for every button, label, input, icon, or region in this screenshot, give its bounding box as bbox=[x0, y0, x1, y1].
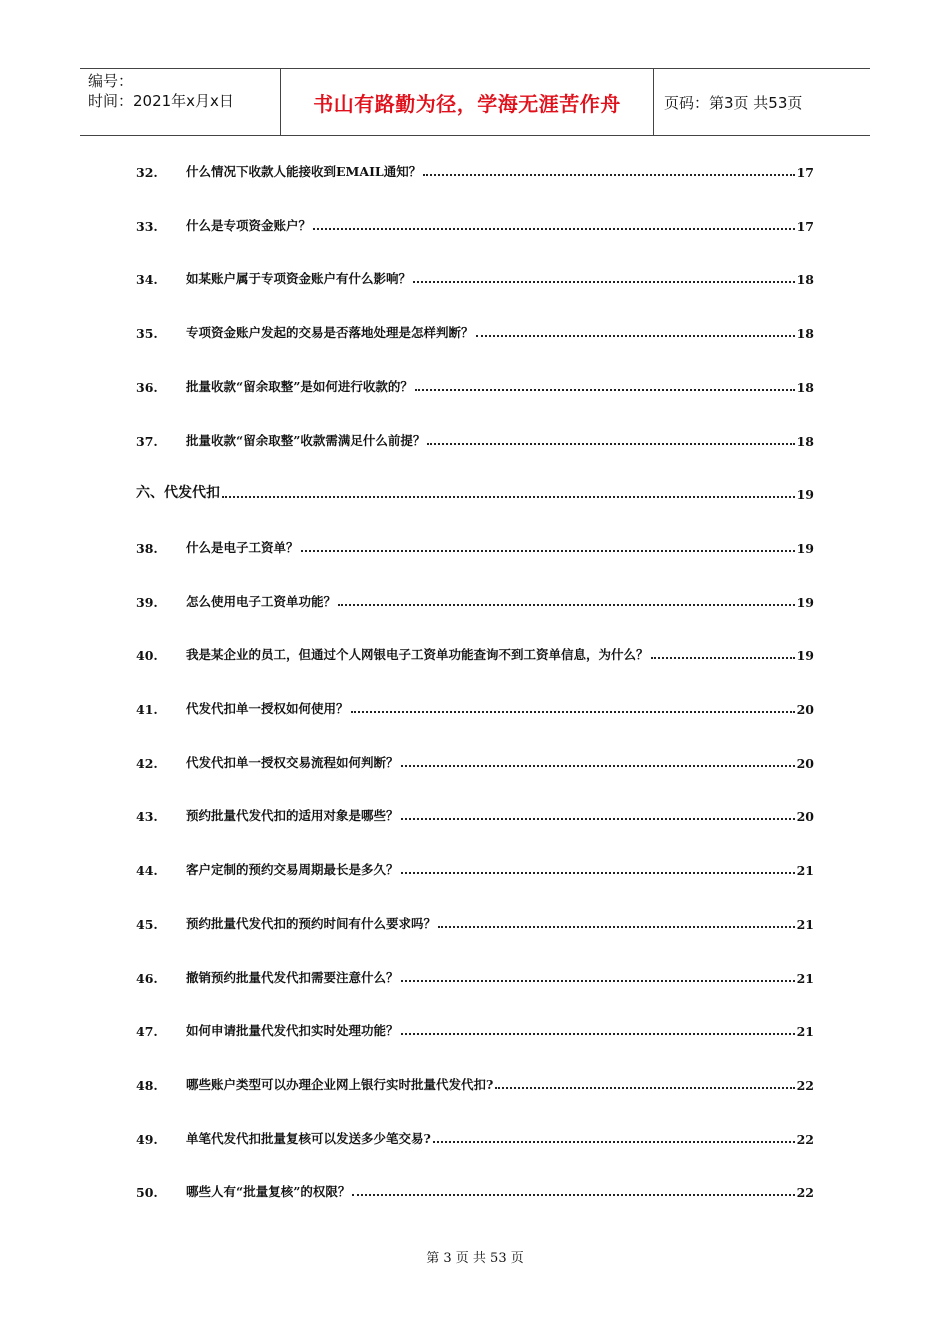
number-label: 编号： bbox=[88, 72, 134, 90]
toc-number: 34. bbox=[136, 272, 158, 288]
toc-title: 批量收款“留余取整”收款需满足什么前提？ bbox=[186, 432, 426, 448]
toc-row[interactable] bbox=[136, 806, 814, 824]
toc-row[interactable] bbox=[136, 323, 814, 341]
toc-page-number: 21 bbox=[796, 916, 814, 932]
toc-leader-dots bbox=[433, 1141, 795, 1143]
toc-leader-dots bbox=[651, 657, 795, 659]
toc-number: 41. bbox=[136, 702, 158, 717]
toc-number: 50. bbox=[136, 1185, 158, 1201]
toc-title: 什么是电子工资单？ bbox=[186, 539, 299, 555]
toc-row[interactable] bbox=[136, 645, 814, 663]
toc-number: 44. bbox=[136, 863, 158, 879]
toc-row[interactable] bbox=[136, 269, 814, 287]
toc-title: 如何申请批量代发代扣实时处理功能？ bbox=[186, 1023, 399, 1039]
toc-title: 客户定制的预约交易周期最长是多久？ bbox=[186, 862, 399, 878]
toc-page-number: 22 bbox=[796, 1185, 814, 1201]
toc-leader-dots bbox=[401, 980, 795, 982]
toc-number: 48. bbox=[136, 1077, 158, 1093]
toc-title: 预约批量代发代扣的预约时间有什么要求吗？ bbox=[186, 915, 437, 931]
toc-number: 32. bbox=[136, 165, 158, 180]
toc-row[interactable] bbox=[136, 216, 814, 234]
toc-number: 37. bbox=[136, 433, 158, 449]
toc-page-number: 18 bbox=[796, 379, 814, 395]
toc-leader-dots bbox=[338, 604, 795, 606]
toc-number: 49. bbox=[136, 1131, 158, 1147]
toc-number: 42. bbox=[136, 755, 158, 771]
toc-leader-dots bbox=[401, 872, 795, 874]
header-motto: 书山有路勤为径，学海无涯苦作舟 bbox=[281, 69, 654, 135]
toc-leader-dots bbox=[427, 443, 794, 445]
toc-page-number: 19 bbox=[796, 540, 814, 556]
toc-leader-dots bbox=[351, 711, 795, 713]
toc-page-number: 22 bbox=[796, 1131, 814, 1147]
toc-leader-dots bbox=[415, 389, 795, 391]
toc-row[interactable] bbox=[136, 753, 814, 771]
header-page-info: 页码：第3页 共53页 bbox=[664, 93, 803, 112]
toc-page-number: 22 bbox=[796, 1077, 814, 1093]
toc-page-number: 20 bbox=[796, 809, 814, 825]
toc-page-number: 18 bbox=[796, 326, 814, 342]
toc-title: 批量收款“留余取整”是如何进行收款的？ bbox=[186, 378, 413, 394]
toc-row[interactable] bbox=[136, 699, 814, 717]
toc-row[interactable] bbox=[136, 860, 814, 878]
toc-row[interactable] bbox=[136, 377, 814, 395]
toc-leader-dots bbox=[352, 1194, 794, 1196]
toc-page-number: 21 bbox=[796, 863, 814, 879]
toc-leader-dots bbox=[301, 550, 795, 552]
toc-number: 45. bbox=[136, 916, 158, 932]
toc-row[interactable] bbox=[136, 538, 814, 556]
toc-number: 36. bbox=[136, 379, 158, 395]
toc-number: 46. bbox=[136, 970, 158, 986]
toc-number: 33. bbox=[136, 218, 158, 234]
toc-leader-dots bbox=[401, 818, 795, 820]
toc-title: 代发代扣单一授权交易流程如何判断？ bbox=[186, 754, 399, 770]
toc-number: 38. bbox=[136, 540, 158, 556]
toc-title: 哪些人有“批量复核”的权限？ bbox=[186, 1184, 351, 1200]
toc-title: 什么情况下收款人能接收到EMAIL通知？ bbox=[186, 164, 422, 179]
toc-page-number: 17 bbox=[796, 218, 814, 234]
toc-page-number: 21 bbox=[796, 970, 814, 986]
toc-section-title: 六、代发代扣 bbox=[136, 485, 220, 502]
toc-leader-dots bbox=[495, 1087, 794, 1089]
toc-number: 47. bbox=[136, 1024, 158, 1040]
page-footer: 第 3 页 共 53 页 bbox=[426, 1251, 524, 1266]
toc-row[interactable] bbox=[136, 1021, 814, 1039]
toc-page-number: 21 bbox=[796, 1024, 814, 1040]
toc-page-number: 17 bbox=[796, 165, 814, 180]
time-label: 时间：2021年x月x日 bbox=[88, 92, 234, 110]
toc-number: 40. bbox=[136, 648, 158, 664]
toc-title: 哪些账户类型可以办理企业网上银行实时批量代发代扣? bbox=[186, 1076, 494, 1092]
toc-page-number: 19 bbox=[796, 594, 814, 610]
page-header bbox=[80, 68, 870, 136]
toc-title: 预约批量代发代扣的适用对象是哪些？ bbox=[186, 808, 399, 824]
toc-title: 怎么使用电子工资单功能？ bbox=[186, 593, 337, 609]
toc-title: 撤销预约批量代发代扣需要注意什么？ bbox=[186, 969, 399, 985]
toc-leader-dots bbox=[401, 1033, 795, 1035]
toc-row[interactable] bbox=[136, 592, 814, 610]
toc-title: 专项资金账户发起的交易是否落地处理是怎样判断？ bbox=[186, 325, 474, 341]
toc-section-row[interactable] bbox=[136, 484, 814, 502]
toc-page-number: 18 bbox=[796, 272, 814, 288]
toc-row[interactable] bbox=[136, 162, 814, 180]
toc-leader-dots bbox=[438, 926, 795, 928]
toc-page-number: 18 bbox=[796, 433, 814, 449]
toc-row[interactable] bbox=[136, 431, 814, 449]
toc-number: 39. bbox=[136, 594, 158, 610]
toc-number: 35. bbox=[136, 326, 158, 342]
toc-leader-dots bbox=[313, 228, 795, 230]
toc-title: 什么是专项资金账户？ bbox=[186, 217, 312, 233]
toc-page-number: 20 bbox=[796, 755, 814, 771]
toc-page-number: 20 bbox=[796, 702, 814, 717]
toc-title: 单笔代发代扣批量复核可以发送多少笔交易? bbox=[186, 1130, 431, 1146]
toc-row[interactable] bbox=[136, 1075, 814, 1093]
toc-row[interactable] bbox=[136, 1182, 814, 1200]
toc-leader-dots bbox=[476, 335, 795, 337]
toc-title: 如某账户属于专项资金账户有什么影响？ bbox=[186, 271, 412, 287]
toc-title: 代发代扣单一授权如何使用？ bbox=[186, 701, 349, 716]
toc-page-number: 19 bbox=[796, 487, 814, 503]
toc-number: 43. bbox=[136, 809, 158, 825]
toc-row[interactable] bbox=[136, 914, 814, 932]
toc-leader-dots bbox=[222, 496, 795, 498]
toc-leader-dots bbox=[401, 765, 795, 767]
header-meta bbox=[80, 69, 281, 135]
toc-leader-dots bbox=[413, 281, 795, 283]
toc-row[interactable] bbox=[136, 968, 814, 986]
toc-leader-dots bbox=[423, 174, 794, 176]
toc-row[interactable] bbox=[136, 1129, 814, 1147]
toc-title: 我是某企业的员工，但通过个人网银电子工资单功能查询不到工资单信息，为什么？ bbox=[186, 647, 649, 663]
toc-page-number: 19 bbox=[796, 648, 814, 664]
